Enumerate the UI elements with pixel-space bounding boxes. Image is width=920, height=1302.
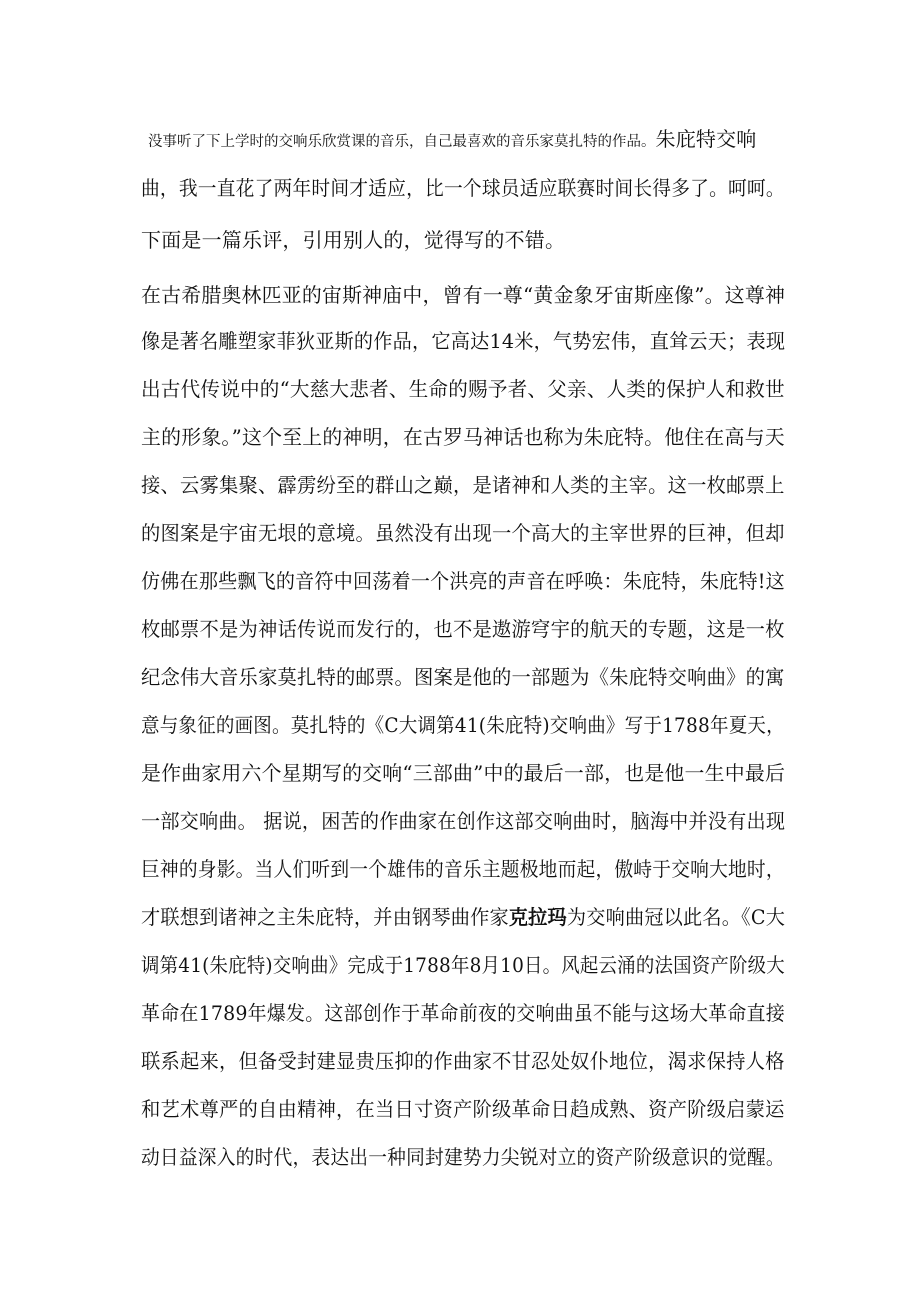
article-line-14-bold-name: 克拉玛 [508,905,567,929]
article-line-12: 一部交响曲。 据说，困苦的作曲家在创作这部交响曲时，脑海中并没有出现 [141,809,786,833]
article-line-6: 的图案是宇宙无垠的意境。虽然没有出现一个高大的主宰世界的巨神，但却 [141,521,785,545]
intro-line-1-small-text: 没事听了下上学时的交响乐欣赏课的音乐，自己最喜欢的音乐家莫扎特的作品。 [148,134,656,150]
article-line-3: 出古代传说中的“大慈大悲者、生命的赐予者、父亲、人类的保护人和救世 [141,377,785,401]
article-line-14-after: 为交响曲冠以此名。《C大 [566,905,786,929]
article-line-16: 革命在1789年爆发。这部创作于革命前夜的交响曲虽不能与这场大革命直接 [141,1001,785,1025]
article-line-17: 联系起来，但备受封建显贵压抑的作曲家不甘忍处奴仆地位，渴求保持人格 [141,1049,785,1073]
intro-line-1 [148,126,757,155]
intro-line-2: 曲，我一直花了两年时间才适应，比一个球员适应联赛时间长得多了。呵呵。 [141,176,785,200]
article-line-14 [141,904,785,930]
article-line-14-before: 才联想到诸神之主朱庇特，并由钢琴曲作家 [141,905,509,929]
article-line-11: 是作曲家用六个星期写的交响“三部曲”中的最后一部，也是他一生中最后 [141,761,786,785]
article-line-15: 调第41(朱庇特)交响曲》完成于1788年8月10日。风起云涌的法国资产阶级大 [141,953,785,977]
intro-line-1-large-text: 朱庇特交响 [655,127,757,151]
article-line-2: 像是著名雕塑家菲狄亚斯的作品，它高达14米，气势宏伟，直耸云天；表现 [141,329,786,353]
article-line-13: 巨神的身影。当人们听到一个雄伟的音乐主题极地而起，傲峙于交响大地时， [141,857,785,881]
article-line-4: 主的形象。”这个至上的神明，在古罗马神话也称为朱庇特。他住在高与天 [141,425,785,449]
article-line-18: 和艺术尊严的自由精神，在当日寸资产阶级革命日趋成熟、资产阶级启蒙运 [141,1097,785,1121]
article-line-10: 意与象征的画图。莫扎特的《C大调第41(朱庇特)交响曲》写于1788年夏天， [141,713,785,737]
article-line-19: 动日益深入的时代，表达出一种同封建势力尖锐对立的资产阶级意识的觉醒。 [141,1145,785,1169]
article-line-9: 纪念伟大音乐家莫扎特的邮票。图案是他的一部题为《朱庇特交响曲》的寓 [141,665,785,689]
article-line-5: 接、云雾集聚、霹雳纷至的群山之巅，是诸神和人类的主宰。这一枚邮票上 [141,473,785,497]
intro-line-3: 下面是一篇乐评，引用别人的，觉得写的不错。 [141,228,566,252]
article-line-1: 在古希腊奥林匹亚的宙斯神庙中，曾有一尊“黄金象牙宙斯座像”。这尊神 [141,283,786,307]
article-line-7: 仿佛在那些飘飞的音符中回荡着一个洪亮的声音在呼唤：朱庇特，朱庇特!这 [141,569,785,593]
article-line-8: 枚邮票不是为神话传说而发行的，也不是遨游穹宇的航天的专题，这是一枚 [141,617,785,641]
